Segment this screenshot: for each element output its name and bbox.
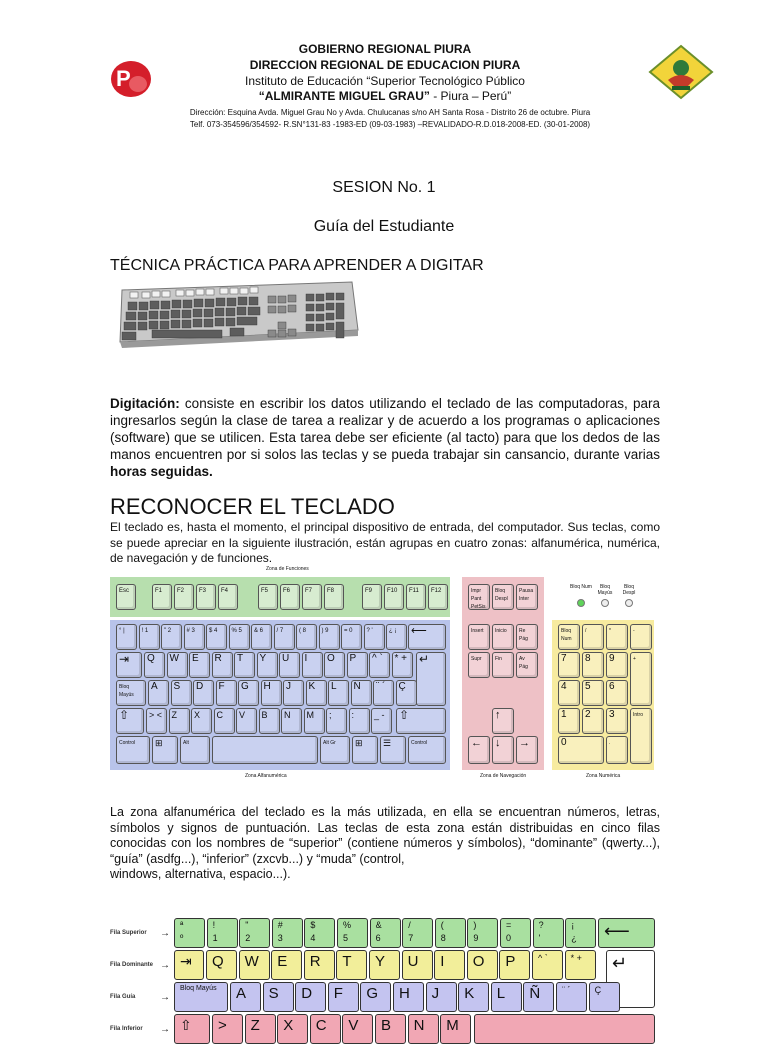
key-row3-8: L	[328, 680, 349, 706]
ctrl-left-key: Control	[116, 736, 150, 764]
dom-key-t: T	[336, 950, 367, 980]
guia-caps-key: Bloq Mayús	[174, 982, 228, 1012]
menu-key: ☰	[380, 736, 406, 764]
numpad-key-11: 1	[558, 708, 580, 734]
nav-top-2: Pausa Inter	[516, 584, 538, 610]
nav-mid-1: Inicio	[492, 624, 514, 650]
fkey-f8: F8	[324, 584, 344, 610]
key-row2-2: E	[189, 652, 210, 678]
space-key	[212, 736, 318, 764]
numpad-key-2: *	[606, 624, 628, 650]
key-row1-1: ! 1	[139, 624, 160, 650]
nav-top-1: Bloq Despl	[492, 584, 514, 610]
key-row1-7: / 7	[274, 624, 295, 650]
alfa-paragraph-text2: windows, alternativa, espacio...).	[110, 867, 291, 881]
key-row1-6: & 6	[251, 624, 272, 650]
header-line2: DIRECCION REGIONAL DE EDUCACION PIURA	[249, 58, 521, 72]
fkey-f1: F1	[152, 584, 172, 610]
key-row4-6: N	[281, 708, 302, 734]
numpad-key-1: /	[582, 624, 604, 650]
led-indicator-2	[625, 599, 633, 607]
inf-key-7: M	[440, 1014, 471, 1044]
key-row2-6: U	[279, 652, 300, 678]
sup-key-5: % 5	[337, 918, 368, 948]
zone-funciones-label: Zona de Funciones	[266, 566, 309, 572]
dom-key-o: O	[467, 950, 498, 980]
key-row1-9: ) 9	[319, 624, 340, 650]
institute-location: - Piura – Perú”	[429, 89, 512, 103]
reconocer-heading: RECONOCER EL TECLADO	[110, 494, 395, 519]
guia-key-f: F	[328, 982, 359, 1012]
numpad-key-9: 5	[582, 680, 604, 706]
key-row3-1: S	[171, 680, 192, 706]
key-row1-4: $ 4	[206, 624, 227, 650]
key-row1-3: # 3	[184, 624, 205, 650]
zone-num-label: Zona Numérica	[586, 773, 621, 779]
digitacion-bold-end: horas seguidas.	[110, 464, 213, 479]
dom-key-u: U	[402, 950, 433, 980]
header-phone: Telf. 073-354596/354592- R.SN°131-83 -1983-ED (09-03-1983) –REVALIDADO-R.D.018-2008-ED. (30-01-2008)	[189, 120, 591, 129]
key-row2-9: P	[347, 652, 368, 678]
numpad-key-16: .	[606, 736, 628, 764]
arrow-right-key: →	[516, 736, 538, 764]
sup-key-9: ) 9	[467, 918, 498, 948]
inf-key-3: C	[310, 1014, 341, 1044]
key-row3-6: J	[283, 680, 304, 706]
numpad-key-14: Intro	[630, 708, 652, 764]
guia-key-d: D	[295, 982, 326, 1012]
key-row1-10: = 0	[341, 624, 362, 650]
numpad-key-12: 2	[582, 708, 604, 734]
nav-top-0: Impr Pant PetSis	[468, 584, 490, 610]
session-subtitle: Guía del Estudiante	[313, 218, 455, 235]
sup-key-12: ¡ ¿	[565, 918, 596, 948]
fkey-f9: F9	[362, 584, 382, 610]
header-address: Dirección: Esquina Avda. Miguel Grau No y Avda. Chulucanas s/no AH Santa Rosa - Distrito 26 de octubre. Piura	[189, 108, 591, 117]
key-row2-11: * +	[392, 652, 413, 678]
led-label-2: Bloq Despl	[622, 584, 636, 596]
sup-key-3: # 3	[272, 918, 303, 948]
key-row1-5: % 5	[229, 624, 250, 650]
keyboard-diagram	[110, 566, 658, 782]
fkey-f4: F4	[218, 584, 238, 610]
inf-key-5: B	[375, 1014, 406, 1044]
key-row1-0: ° |	[116, 624, 137, 650]
led-indicator-0	[577, 599, 585, 607]
row-label-2: Fila Guía	[110, 994, 136, 1000]
key-row4-5: B	[259, 708, 280, 734]
key-row1-12: ¿ ¡	[386, 624, 407, 650]
arrow-down-key: ↓	[492, 736, 514, 764]
sup-key-10: = 0	[500, 918, 531, 948]
enter-key-2: ↵	[606, 950, 655, 1008]
key-row4-3: C	[214, 708, 235, 734]
key-row4-9: :	[349, 708, 370, 734]
dom-key-i: I	[434, 950, 465, 980]
key-row4-2: X	[191, 708, 212, 734]
numpad-key-15: 0	[558, 736, 604, 764]
institute-name: “ALMIRANTE MIGUEL GRAU”	[258, 89, 430, 103]
key-row2-1: W	[167, 652, 188, 678]
guia-key-g: G	[360, 982, 391, 1012]
arrow-up-key: ↑	[492, 708, 514, 734]
alt-key: Alt	[180, 736, 210, 764]
header-line1: GOBIERNO REGIONAL PIURA	[298, 42, 472, 56]
guia-key-l: L	[491, 982, 522, 1012]
tab-key: ⇥	[116, 652, 142, 678]
key-row3-4: G	[238, 680, 259, 706]
guia-extra-key-0: ¨ ´	[556, 982, 587, 1012]
dom-key-w: W	[239, 950, 270, 980]
guia-key-s: S	[263, 982, 294, 1012]
key-row4-10: _ -	[371, 708, 392, 734]
fkey-f10: F10	[384, 584, 404, 610]
sup-key-11: ? '	[533, 918, 564, 948]
key-row2-5: Y	[257, 652, 278, 678]
sup-key-0: ª º	[174, 918, 205, 948]
numpad-key-5: 8	[582, 652, 604, 678]
zone-alfa-label: Zona Alfanumérica	[245, 773, 287, 779]
key-row4-7: M	[304, 708, 325, 734]
arrow-left-key: ←	[468, 736, 490, 764]
backspace-key: ⟵	[408, 624, 446, 650]
guia-key-j: J	[426, 982, 457, 1012]
inf-key-1: Z	[245, 1014, 276, 1044]
key-row3-11: Ç	[396, 680, 417, 706]
nav-mid-2: Re Pág	[516, 624, 538, 650]
inf-shift-key: ⇧	[174, 1014, 210, 1044]
row-arrow-icon: →	[160, 960, 170, 971]
numpad-key-4: 7	[558, 652, 580, 678]
logo-left	[110, 60, 152, 98]
guia-key-h: H	[393, 982, 424, 1012]
fkey-f7: F7	[302, 584, 322, 610]
numpad-key-7: +	[630, 652, 652, 706]
numpad-key-13: 3	[606, 708, 628, 734]
sup-key-8: ( 8	[435, 918, 466, 948]
key-row3-2: D	[193, 680, 214, 706]
numpad-key-0: Bloq Num	[558, 624, 580, 650]
altgr-key: Alt Gr	[320, 736, 350, 764]
guia-key-k: K	[458, 982, 489, 1012]
nav-mid-5: Av Pág	[516, 652, 538, 678]
key-row4-0: > <	[146, 708, 167, 734]
section-heading: TÉCNICA PRÁCTICA PARA APRENDER A DIGITAR	[110, 257, 484, 274]
key-row2-0: Q	[144, 652, 165, 678]
key-row1-8: ( 8	[296, 624, 317, 650]
zone-nav-label: Zona de Navegación	[480, 773, 527, 779]
session-title: SESION No. 1	[332, 179, 436, 196]
enter-key: ↵	[416, 652, 446, 706]
sup-key-6: & 6	[370, 918, 401, 948]
key-row3-9: Ñ	[351, 680, 372, 706]
win-left-key: ⊞	[152, 736, 178, 764]
row-label-1: Fila Dominante	[110, 962, 154, 968]
caps-lock-key: Bloq Mayús	[116, 680, 146, 706]
reconocer-paragraph: El teclado es, hasta el momento, el principal dispositivo de entrada, del computador. Sus teclas, como se puede apreciar en la siguiente ilustración, están agrupas en cuatro zonas: alfanumérica, numérica, de navegación y de funciones.	[110, 520, 660, 565]
fkey-f5: F5	[258, 584, 278, 610]
dom-extra-key-0: ^ `	[532, 950, 563, 980]
dom-extra-key-1: * +	[565, 950, 596, 980]
dom-key-r: R	[304, 950, 335, 980]
led-indicator-1	[601, 599, 609, 607]
led-label-0: Bloq Num	[570, 584, 592, 590]
inf-key-0: >	[212, 1014, 243, 1044]
key-row4-1: Z	[169, 708, 190, 734]
nav-mid-4: Fin	[492, 652, 514, 678]
dom-tab-key: ⇥	[174, 950, 204, 980]
logo-right	[648, 44, 714, 100]
inf-key-6: N	[408, 1014, 439, 1044]
dom-key-p: P	[499, 950, 530, 980]
fkey-f3: F3	[196, 584, 216, 610]
header-line4	[180, 89, 590, 103]
key-row3-10: ¨ ´	[373, 680, 394, 706]
dom-key-e: E	[271, 950, 302, 980]
fkey-f12: F12	[428, 584, 448, 610]
digitacion-paragraph	[110, 395, 660, 480]
key-row4-4: V	[236, 708, 257, 734]
nav-mid-3: Supr	[468, 652, 490, 678]
key-row1-11: ? '	[364, 624, 385, 650]
nav-mid-0: Insert	[468, 624, 490, 650]
dom-key-q: Q	[206, 950, 237, 980]
fkey-f2: F2	[174, 584, 194, 610]
sup-key-2: " 2	[239, 918, 270, 948]
alfa-paragraph	[110, 805, 660, 867]
key-row3-0: A	[148, 680, 169, 706]
key-row2-4: T	[234, 652, 255, 678]
key-row3-5: H	[261, 680, 282, 706]
win-right-key: ⊞	[352, 736, 378, 764]
key-row2-3: R	[212, 652, 233, 678]
numpad-key-8: 4	[558, 680, 580, 706]
row-label-3: Fila Inferior	[110, 1026, 143, 1032]
shift-right-key: ⇧	[396, 708, 446, 734]
fkey-esc: Esc	[116, 584, 136, 610]
sup-key-7: / 7	[402, 918, 433, 948]
key-row4-8: ;	[326, 708, 347, 734]
shift-left-key: ⇧	[116, 708, 144, 734]
inf-rest-keys	[474, 1014, 655, 1044]
digitacion-term: Digitación:	[110, 396, 180, 411]
fkey-f6: F6	[280, 584, 300, 610]
sup-backspace-key: ⟵	[598, 918, 655, 948]
key-row2-10: ^ `	[369, 652, 390, 678]
row-arrow-icon: →	[160, 1024, 170, 1035]
numpad-key-3: -	[630, 624, 652, 650]
alfa-paragraph-text1: La zona alfanumérica del teclado es la más utilizada, en ella se encuentran números, letras, símbolos y signos de puntuación. Las teclas de esta zona están distribuidas en cinco filas conocidas con los nombres de “superior” (contiene números y símbolos), “dominante” (qwerty...), “guía” (asdfg...), “inferior” (zxcvb...) y “muda” (control,	[110, 805, 660, 866]
logo-left-letter: P	[116, 66, 131, 91]
row-arrow-icon: →	[160, 928, 170, 939]
header-line3: Instituto de Educación “Superior Tecnológico Público	[245, 74, 525, 88]
guia-key-a: A	[230, 982, 261, 1012]
fkey-f11: F11	[406, 584, 426, 610]
key-row3-3: F	[216, 680, 237, 706]
ctrl-right-key: Control	[408, 736, 446, 764]
digitacion-text: consiste en escribir los datos utilizando el teclado de las computadoras, para ingresarlos según la clase de tarea a realizar y de acuerdo a los programas o aplicaciones (software) que se utilicen. Esta tarea debe ser eficiente (al tacto) para que los dedos de las manos encuentren por si solos las teclas y se pueda trabajar sin cansancio, durante varias	[110, 396, 660, 462]
sup-key-4: $ 4	[304, 918, 335, 948]
row-arrow-icon: →	[160, 992, 170, 1003]
dom-key-y: Y	[369, 950, 400, 980]
key-row3-7: K	[306, 680, 327, 706]
numpad-key-6: 9	[606, 652, 628, 678]
inf-key-2: X	[277, 1014, 308, 1044]
inf-key-4: V	[342, 1014, 373, 1044]
key-row1-2: " 2	[161, 624, 182, 650]
guia-key-ñ: Ñ	[523, 982, 554, 1012]
keyboard-rows-diagram	[0, 912, 768, 1035]
led-label-1: Bloq Mayús	[597, 584, 613, 596]
guia-extra-key-1: Ç	[589, 982, 620, 1012]
numpad-key-10: 6	[606, 680, 628, 706]
sup-key-1: ! 1	[207, 918, 238, 948]
keyboard-photo	[112, 278, 362, 348]
key-row2-8: O	[324, 652, 345, 678]
key-row2-7: I	[302, 652, 323, 678]
row-label-0: Fila Superior	[110, 930, 147, 936]
